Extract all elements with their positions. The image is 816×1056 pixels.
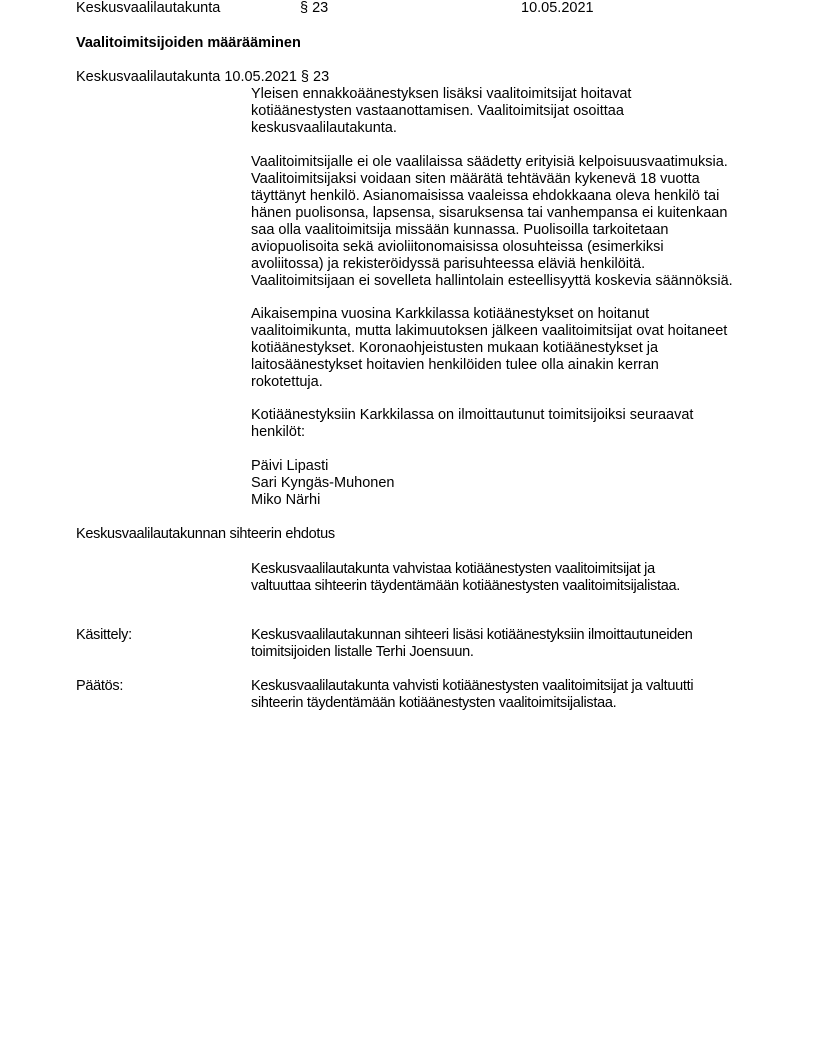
text-line: toimitsijoiden listalle Terhi Joensuun. [251, 644, 474, 660]
person-name: Sari Kyngäs-Muhonen [251, 475, 395, 491]
text-line: Keskusvaalilautakunta vahvistaa kotiäänestysten vaalitoimitsijat ja [251, 561, 655, 577]
meeting-reference: Keskusvaalilautakunta 10.05.2021 § 23 [76, 69, 330, 85]
text-line: avoliitossa) ja rekisteröidyssä parisuhteessa eläviä henkilöitä. [251, 256, 646, 272]
person-name: Miko Närhi [251, 492, 321, 508]
proposal-text [251, 561, 680, 595]
paragraph-2 [251, 154, 733, 290]
text-line: laitosäänestykset hoitavien henkilöiden tulee olla ainakin kerran [251, 357, 659, 373]
text-line: aviopuolisoita sekä avioliitonomaisissa olosuhteissa (esimerkiksi [251, 239, 664, 255]
text-line: Vaalitoimitsijaksi voidaan siten määrätä tehtävään kykenevä 18 vuotta [251, 171, 700, 187]
text-line: Yleisen ennakkoäänestyksen lisäksi vaalitoimitsijat hoitavat [251, 86, 632, 102]
proposal-heading: Keskusvaalilautakunnan sihteerin ehdotus [76, 526, 335, 542]
text-line: hänen puolisonsa, lapsensa, sisaruksensa tai vanhempansa ei kuitenkaan [251, 205, 728, 221]
text-line: rokotettuja. [251, 374, 323, 390]
paragraph-3 [251, 306, 727, 391]
text-line: kotiäänestykset. Koronaohjeistusten mukaan kotiäänestykset ja [251, 340, 659, 356]
text-line: henkilöt: [251, 424, 306, 440]
person-name: Päivi Lipasti [251, 458, 329, 474]
paragraph-4 [251, 407, 693, 441]
text-line: Vaalitoimitsijalle ei ole vaalilaissa säädetty erityisiä kelpoisuusvaatimuksia. [251, 154, 728, 170]
decision-text [251, 678, 693, 712]
text-line: Keskusvaalilautakunnan sihteeri lisäsi kotiäänestyksiin ilmoittautuneiden [251, 627, 693, 643]
handling-text [251, 627, 693, 661]
text-line: vaalitoimikunta, mutta lakimuutoksen jälkeen vaalitoimitsijat ovat hoitaneet [251, 323, 728, 339]
text-line: kotiäänestysten vastaanottamisen. Vaalitoimitsijat osoittaa [251, 103, 624, 119]
header-body: Keskusvaalilautakunta [76, 0, 221, 16]
handling-label: Käsittely: [76, 627, 132, 643]
text-line: saa olla vaalitoimitsija missään kunnassa. Puolisoilla tarkoitetaan [251, 222, 669, 238]
text-line: Kotiäänestyksiin Karkkilassa on ilmoittautunut toimitsijoiksi seuraavat [251, 407, 694, 423]
page-title: Vaalitoimitsijoiden määrääminen [76, 35, 301, 51]
header-date: 10.05.2021 [521, 0, 594, 16]
decision-label: Päätös: [76, 678, 124, 694]
paragraph-1 [251, 86, 631, 137]
text-line: Aikaisempina vuosina Karkkilassa kotiäänestykset on hoitanut [251, 306, 650, 322]
header-section: § 23 [300, 0, 329, 16]
text-line: valtuuttaa sihteerin täydentämään kotiäänestysten vaalitoimitsijalistaa. [251, 578, 680, 594]
text-line: Keskusvaalilautakunta vahvisti kotiäänestysten vaalitoimitsijat ja valtuutti [251, 678, 694, 694]
text-line: sihteerin täydentämään kotiäänestysten vaalitoimitsijalistaa. [251, 695, 617, 711]
text-line: keskusvaalilautakunta. [251, 120, 397, 136]
text-line: Vaalitoimitsijaan ei sovelleta hallintolain esteellisyyttä koskevia säännöksiä. [251, 273, 733, 289]
persons-list [251, 458, 394, 509]
text-line: täyttänyt henkilö. Asianomaisissa vaaleissa ehdokkaana oleva henkilö tai [251, 188, 720, 204]
